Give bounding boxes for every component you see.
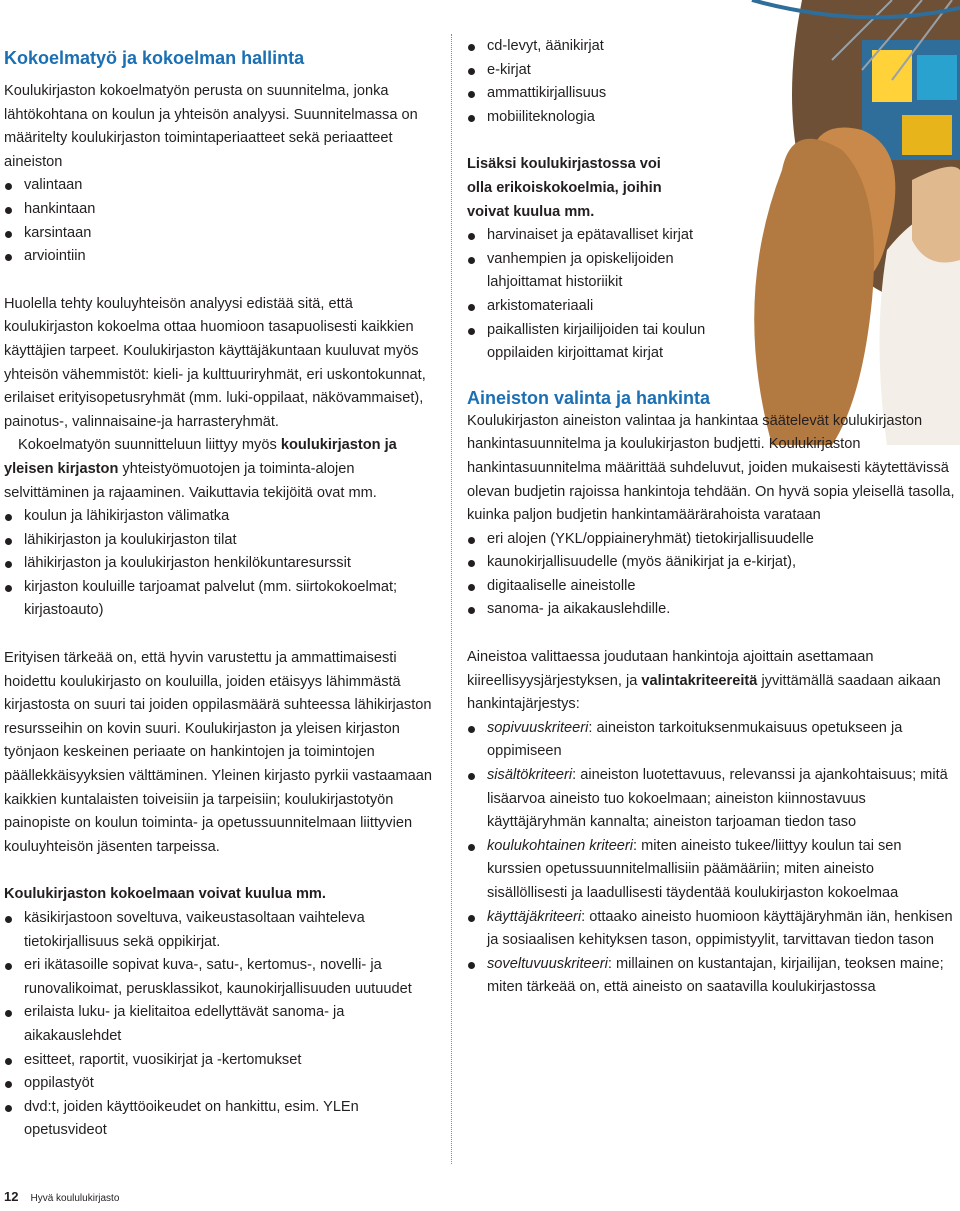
list-item: vanhempien ja opiskelijoiden lahjoittamat historiikit bbox=[467, 248, 707, 295]
selection-paragraph: Koulukirjaston aineiston valintaa ja hankintaa säätelevät koulukirjaston hankintasuunnitelma ja koulukirjaston budjetti. Koulukirjaston hankintasuunnitelma määrittää suhdeluvut, joiden mukaisesti käytettävissä olevan budjetin rajoissa hankintoja tehdään. On hyvä sopia yleisellä tasolla, kuinka paljon budjetin hankintamäärärahoista varataan bbox=[467, 412, 955, 524]
criteria-term: käyttäjäkriteeri bbox=[487, 908, 582, 925]
list-item: erilaista luku- ja kielitaitoa edellyttävät sanoma- ja aikakauslehdet bbox=[4, 1001, 440, 1048]
list-item: hankintaan bbox=[4, 198, 440, 222]
criteria-text: : miten aineisto tukee/liittyy koulun tai sen kurssien opetussuunnitelmallisiin päämääriin; miten aineisto sisällöllisesti ja laadullisesti täydentää koulukirjaston kokoelmaa bbox=[487, 837, 902, 901]
footer-title: Hyvä koululukirjasto bbox=[30, 1193, 120, 1204]
list-item: arviointiin bbox=[4, 245, 440, 269]
special-collections-list bbox=[467, 224, 707, 366]
importance-paragraph: Erityisen tärkeää on, että hyvin varustettu ja ammattimaisesti hoidettu koulukirjasto on kouluilla, joiden etäisyys lähimmästä kirjastosta on suuri tai joiden oppilasmäärä suhteessa lähikirjaston resursseihin on kovin suuri. Koulukirjaston ja yleisen kirjaston työnjaon keskeinen periaate on hankintojen ja toimintojen päällekkäisyyksien välttäminen. Yleinen kirjasto pyrkii vastaamaan kaikkien kuntalaisten toiveisiin ja tarpeisiin; koulukirjastotyön painopiste on koulun toiminta- ja opetussuunnitelmaan liittyvien kouluyhteisön jäsenten tarpeissa. bbox=[4, 650, 433, 855]
list-item: paikallisten kirjailijoiden tai koulun oppilaiden kirjoittamat kirjat bbox=[467, 319, 707, 366]
column-divider bbox=[451, 34, 452, 1164]
list-item: kaunokirjallisuudelle (myös äänikirjat ja e-kirjat), bbox=[467, 551, 955, 575]
criteria-text: : aineiston luotettavuus, relevanssi ja ajankohtaisuus; mitä lisäarvoa aineisto tuo kokoelmaan; aineiston kiinnostavuus käyttäjäryhmän kannalta; aineiston tarjoaman tiedon taso bbox=[487, 767, 948, 831]
list-item: e-kirjat bbox=[467, 59, 707, 83]
media-list bbox=[467, 35, 707, 129]
budget-list bbox=[467, 528, 955, 622]
factors-list bbox=[4, 505, 440, 623]
list-item: ammattikirjallisuus bbox=[467, 82, 707, 106]
list-item: eri alojen (YKL/oppiaineryhmät) tietokirjallisuudelle bbox=[467, 528, 955, 552]
left-column bbox=[4, 0, 440, 1143]
criteria-term: koulukohtainen kriteeri bbox=[487, 837, 634, 854]
list-item: digitaaliselle aineistolle bbox=[467, 575, 955, 599]
special-collections-heading: Lisäksi koulukirjastossa voi olla erikoiskokoelmia, joihin voivat kuulua mm. bbox=[467, 156, 662, 220]
criteria-text: : aineiston tarkoituksenmukaisuus opetukseen ja oppimiseen bbox=[487, 719, 903, 760]
collection-list bbox=[4, 907, 440, 1143]
list-item: valintaan bbox=[4, 174, 440, 198]
bold-phrase: koulukirjaston ja yleisen kirjaston bbox=[4, 437, 397, 477]
criteria-text: : millainen on kustantajan, kirjailijan, teoksen maine; miten tärkeää on, että aineisto on saatavilla koulukirjastossa bbox=[487, 955, 944, 996]
list-item: lähikirjaston ja koulukirjaston henkilökuntaresurssit bbox=[4, 552, 440, 576]
criteria-item bbox=[467, 764, 955, 835]
criteria-term: sisältökriteeri bbox=[487, 767, 573, 784]
criteria-term: sopivuuskriteeri bbox=[487, 719, 589, 736]
list-item: karsintaan bbox=[4, 222, 440, 246]
bold-phrase: valintakriteereitä bbox=[641, 672, 758, 689]
page-number: 12 bbox=[4, 1189, 19, 1204]
list-item: koulun ja lähikirjaston välimatka bbox=[4, 505, 440, 529]
cooperation-paragraph bbox=[4, 434, 440, 505]
selection-heading: Aineiston valinta ja hankinta bbox=[467, 387, 711, 408]
list-item: esitteet, raportit, vuosikirjat ja -kertomukset bbox=[4, 1049, 440, 1073]
paragraph-text: yhteistyömuotojen ja toiminta-alojen selvittäminen ja rajaaminen. Vaikuttavia tekijöitä ovat mm. bbox=[4, 460, 377, 501]
section-heading: Kokoelmatyö ja kokoelman hallinta bbox=[4, 48, 305, 68]
paragraph-text: Aineistoa valittaessa joudutaan hankintoja ajoittain asettamaan kiireellisyysjärjestyksen, ja bbox=[467, 649, 874, 689]
paragraph-text: Kokoelmatyön suunnitteluun liittyy myös bbox=[18, 437, 281, 454]
list-item: cd-levyt, äänikirjat bbox=[467, 35, 707, 59]
paragraph-text: jyvittämällä saadaan aikaan hankintajärjestys: bbox=[467, 672, 941, 713]
criteria-item bbox=[467, 906, 955, 953]
criteria-intro bbox=[467, 646, 955, 717]
list-item: käsikirjastoon soveltuva, vaikeustasoltaan vaihteleva tietokirjallisuus sekä oppikirjat. bbox=[4, 907, 440, 954]
list-item: sanoma- ja aikakauslehdille. bbox=[467, 598, 955, 622]
analysis-paragraph: Huolella tehty kouluyhteisön analyysi edistää sitä, että koulukirjaston kokoelma ottaa huomioon tasapuolisesti kaikkien käyttäjien tarpeet. Koulukirjaston käyttäjäkuntaan kuuluvat myös yhteisön vähemmistöt: kieli- ja kulttuuriryhmät, eri uskontokunnat, erilaiset erityisopetusryhmät (mm. luki-oppilaat, näkövammaiset), painotus-, valinnaisaine-ja harrasteryhmät. bbox=[4, 295, 426, 430]
list-item: arkistomateriaali bbox=[467, 295, 707, 319]
list-item: oppilastyöt bbox=[4, 1072, 440, 1096]
criteria-item bbox=[467, 953, 955, 1000]
page-footer bbox=[4, 1185, 119, 1211]
criteria-list bbox=[467, 717, 955, 1000]
list-item: kirjaston kouluille tarjoamat palvelut (mm. siirtokokoelmat; kirjastoauto) bbox=[4, 576, 440, 623]
collection-heading: Koulukirjaston kokoelmaan voivat kuulua mm. bbox=[4, 886, 326, 903]
list-item: mobiiliteknologia bbox=[467, 106, 707, 130]
list-item: harvinaiset ja epätavalliset kirjat bbox=[467, 224, 707, 248]
list-item: lähikirjaston ja koulukirjaston tilat bbox=[4, 529, 440, 553]
list-item: eri ikätasoille sopivat kuva-, satu-, kertomus-, novelli- ja runovalikoimat, perusklassikot, kaunokirjallisuuden uutuudet bbox=[4, 954, 440, 1001]
list-item: dvd:t, joiden käyttöoikeudet on hankittu, esim. YLEn opetusvideot bbox=[4, 1096, 440, 1143]
intro-paragraph: Koulukirjaston kokoelmatyön perusta on suunnitelma, jonka lähtökohtana on koulun ja yhteisön analyysi. Suunnitelmassa on määritelty koulukirjaston toimintaperiaatteet sekä periaatteet aineiston bbox=[4, 83, 418, 170]
right-column bbox=[467, 0, 955, 1000]
plan-list bbox=[4, 174, 440, 268]
criteria-item bbox=[467, 717, 955, 764]
criteria-item bbox=[467, 835, 955, 906]
criteria-text: : ottaako aineisto huomioon käyttäjäryhmän iän, henkisen ja sosiaalisen kehityksen tason, oppimistyylit, tarvittavan tiedon tason bbox=[487, 908, 953, 949]
criteria-term: soveltuvuuskriteeri bbox=[487, 955, 608, 972]
